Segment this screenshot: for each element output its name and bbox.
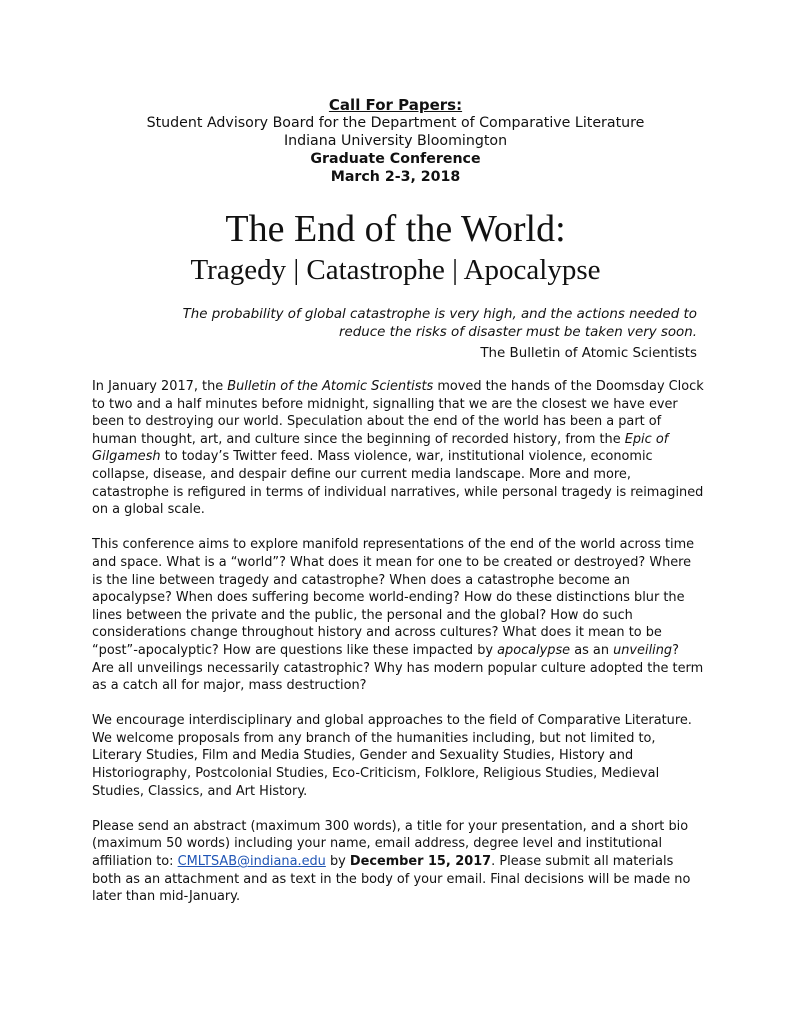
body-text <box>92 378 704 923</box>
header-block <box>0 96 791 186</box>
epigraph-quote: The probability of global catastrophe is very high, and the actions needed to reduce the risks of disaster must be taken very soon. <box>182 307 697 340</box>
italic-title: Epic of Gilgamesh <box>92 431 669 465</box>
text-span: as an <box>570 642 614 658</box>
text-span: ? Are all unveilings necessarily catastrophic? Why has modern popular culture adopted the term as a catch all for major, mass destruction? <box>92 642 704 694</box>
paragraph-intro <box>92 378 704 519</box>
text-span: . Please submit all materials both as an attachment and as text in the body of your email. Final decisions will be made no later than mid-January. <box>92 854 691 905</box>
conference-title: The End of the World: <box>225 208 566 250</box>
text-span: to today’s Twitter feed. Mass violence, war, institutional violence, economic collapse, disease, and despair define our current media landscape. More and more, catastrophe is refigured in terms of individual narratives, while personal tragedy is reimagined on a global scale. <box>92 449 704 518</box>
event-type: Graduate Conference <box>310 151 481 167</box>
text-span: This conference aims to explore manifold representations of the end of the world across time and space. What is a “world”? What does it mean for one to be created or destroyed? Where is the line between tragedy and catastrophe? When does a catastrophe become an apocalypse? When does suffering become world-ending? How do these distinctions blur the lines between the private and the public, the personal and the global? How do such considerations change throughout history and across cultures? What does it mean to be “post”-apocalyptic? How are questions like these impacted by <box>92 537 695 658</box>
deadline-date: December 15, 2017 <box>349 854 492 870</box>
text-span: Please send an abstract (maximum 300 words), a title for your presentation, and a short bio (maximum 50 words) including your name, email address, degree level and institutional affiliation to: <box>92 818 689 870</box>
italic-term: unveiling <box>613 642 673 658</box>
call-for-papers-heading: Call For Papers: <box>328 96 463 114</box>
text-span: by <box>325 854 350 870</box>
italic-term: apocalypse <box>497 642 571 658</box>
university-line: Indiana University Bloomington <box>283 133 508 149</box>
italic-title: Bulletin of the Atomic Scientists <box>227 379 434 394</box>
text-span: moved the hands of the Doomsday Clock to two and a half minutes before midnight, signalling that we are the closest we have ever been to destroying our world. Speculation about the end of the world has been a part of human thought, art, and culture since the beginning of recorded history, from the <box>92 379 704 447</box>
paragraph-submission <box>92 818 704 906</box>
paragraph-aims <box>92 536 704 694</box>
organizer-line: Student Advisory Board for the Department of Comparative Literature <box>146 115 645 131</box>
epigraph-source: The Bulletin of Atomic Scientists <box>480 346 697 361</box>
text-span: In January 2017, the <box>92 379 228 394</box>
conference-subtitle: Tragedy | Catastrophe | Apocalypse <box>190 254 601 286</box>
email-link[interactable]: CMLTSAB@indiana.edu <box>177 854 326 870</box>
event-dates: March 2-3, 2018 <box>330 169 461 185</box>
paragraph-approaches: We encourage interdisciplinary and global approaches to the field of Comparative Literature. We welcome proposals from any branch of the humanities including, but not limited to, Literary Studies, Film and Media Studies, Gender and Sexuality Studies, History and Historiography, Postcolonial Studies, Eco-Criticism, Folklore, Religious Studies, Medieval Studies, Classics, and Art History. <box>92 713 692 799</box>
